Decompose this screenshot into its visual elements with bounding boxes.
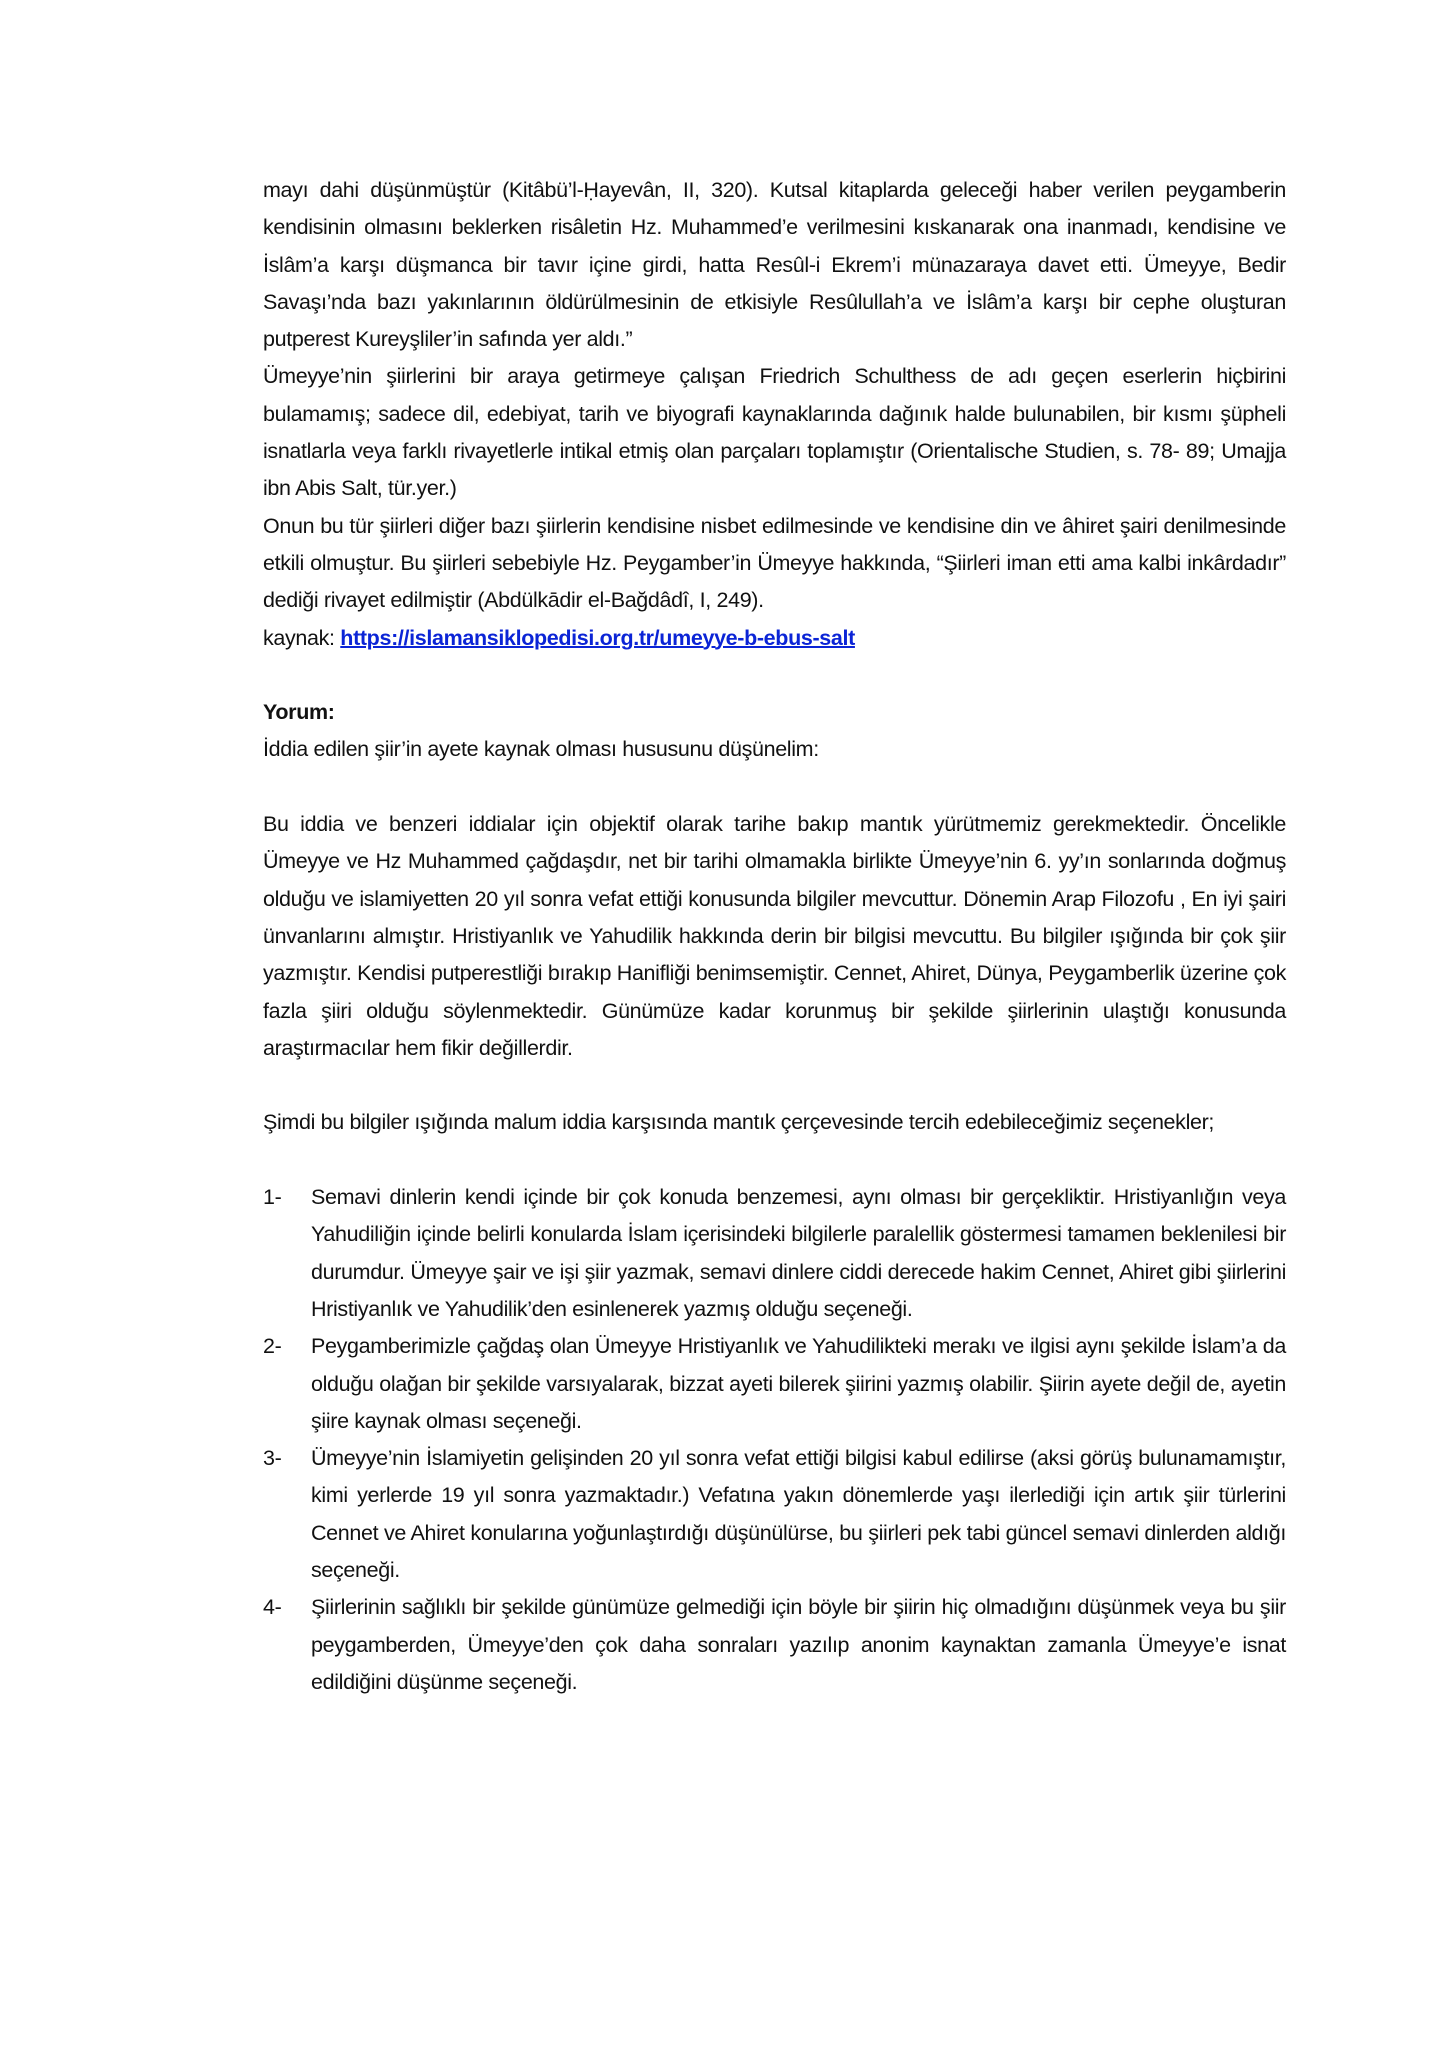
analysis-paragraph: Bu iddia ve benzeri iddialar için objektif olarak tarihe bakıp mantık yürütmemiz gerekmektedir. Öncelikle Ümeyye ve Hz Muhammed çağdaşdır, net bir tarihi olmamakla birlikte Ümeyye’nin 6. yy’ın sonlarında doğmuş olduğu ve islamiyetten 20 yıl sonra vefat ettiği konusunda bilgiler mevcuttur. Dönemin Arap Filozofu , En iyi şairi ünvanlarını almıştır. Hristiyanlık ve Yahudilik hakkında derin bir bilgisi mevcuttu. Bu bilgiler ışığında bir çok şiir yazmıştır. Kendisi putperestliği bırakıp Hanifliği benimsemiştir. Cennet, Ahiret, Dünya, Peygamberlik üzerine çok fazla şiiri olduğu söylenmektedir. Günümüze kadar korunmuş bir şekilde şiirlerinin ulaştığı konusunda araştırmacılar hem fikir değillerdir.	[263, 812, 1286, 1060]
spacer	[263, 657, 1286, 694]
options-list	[263, 1179, 1286, 1701]
options-intro: Şimdi bu bilgiler ışığında malum iddia karşısında mantık çerçevesinde tercih edebileceğimiz seçenekler;	[263, 1110, 1215, 1135]
comment-heading: Yorum:	[263, 700, 335, 725]
spacer	[263, 1067, 1286, 1104]
option-number: 1-	[263, 1185, 282, 1210]
source-link[interactable]: https://islamansiklopedisi.org.tr/umeyye-b-ebus-salt	[340, 625, 855, 650]
option-text: Peygamberimizle çağdaş olan Ümeyye Hristiyanlık ve Yahudilikteki merakı ve ilgisi aynı şekilde İslam’a da olduğu olağan bir şekilde varsıyalarak, bizzat ayeti bilerek şiirini yazmış olabilir. Şiirin ayete değil de, ayetin şiire kaynak olması seçeneği.	[311, 1334, 1286, 1433]
option-text: Semavi dinlerin kendi içinde bir çok konuda benzemesi, aynı olması bir gerçekliktir. Hristiyanlığın veya Yahudiliğin içinde belirli konularda İslam içerisindeki bilgilerle paralellik göstermesi tamamen beklenilesi bir durumdur. Ümeyye şair ve işi şiir yazmak, semavi dinlere ciddi derecede hakim Cennet, Ahiret gibi şiirlerini Hristiyanlık ve Yahudilik’den esinlenerek yazmış olduğu seçeneği.	[311, 1185, 1286, 1321]
poems-paragraph: Onun bu tür şiirleri diğer bazı şiirlerin kendisine nisbet edilmesinde ve kendisine din ve âhiret şairi denilmesinde etkili olmuştur. Bu şiirleri sebebiyle Hz. Peygamber’in Ümeyye hakkında, “Şiirleri iman etti ama kalbi inkârdadır” dediği rivayet edilmiştir (Abdülkādir el-Bağdâdî, I, 249).	[263, 513, 1286, 613]
spacer	[263, 1142, 1286, 1179]
option-item	[263, 1328, 1286, 1440]
source-label: kaynak:	[263, 625, 341, 650]
option-item	[263, 1179, 1286, 1328]
option-text: Ümeyye’nin İslamiyetin gelişinden 20 yıl sonra vefat ettiği bilgisi kabul edilirse (aksi görüş bulunamamıştır, kimi yerlerde 19 yıl sonra yazmaktadır.) Vefatına yakın dönemlerde yaşı ilerlediği için artık şiir türlerini Cennet ve Ahiret konularına yoğunlaştırdığı düşünülürse, bu şiirleri pek tabi güncel semavi dinlerden aldığı seçeneği.	[311, 1446, 1286, 1582]
option-number: 4-	[263, 1595, 282, 1620]
option-number: 3-	[263, 1446, 282, 1471]
option-item	[263, 1589, 1286, 1701]
spacer	[263, 769, 1286, 806]
source-line	[263, 620, 1286, 657]
quote-paragraph: mayı dahi düşünmüştür (Kitâbü’l-Ḥayevân, II, 320). Kutsal kitaplarda geleceği haber verilen peygamberin kendisinin olmasını beklerken risâletin Hz. Muhammed’e verilmesini kıskanarak ona inanmadı, kendisine ve İslâm’a karşı düşmanca bir tavır içine girdi, hatta Resûl-i Ekrem’i münazaraya davet etti. Ümeyye, Bedir Savaşı’nda bazı yakınlarının öldürülmesinin de etkisiyle Resûlullah’a ve İslâm’a karşı bir cephe oluşturan putperest Kureyşliler’in safında yer aldı.”	[263, 178, 1286, 352]
option-text: Şiirlerinin sağlıklı bir şekilde günümüze gelmediği için böyle bir şiirin hiç olmadığını düşünmek veya bu şiir peygamberden, Ümeyye’den çok daha sonraları yazılıp anonim kaynaktan zamanla Ümeyye’e isnat edildiğini düşünme seçeneği.	[311, 1595, 1286, 1694]
document-page	[263, 172, 1286, 1701]
option-number: 2-	[263, 1334, 282, 1359]
comment-intro: İddia edilen şiir’in ayete kaynak olması hususunu düşünelim:	[263, 737, 819, 762]
option-item	[263, 1440, 1286, 1589]
schulthess-paragraph: Ümeyye’nin şiirlerini bir araya getirmeye çalışan Friedrich Schulthess de adı geçen eserlerin hiçbirini bulamamış; sadece dil, edebiyat, tarih ve biyografi kaynaklarında dağınık halde bulunabilen, bir kısmı şüpheli isnatlarla veya farklı rivayetlerle intikal etmiş olan parçaları toplamıştır (Orientalische Studien, s. 78- 89; Umajja ibn Abis Salt, tür.yer.)	[263, 364, 1286, 501]
